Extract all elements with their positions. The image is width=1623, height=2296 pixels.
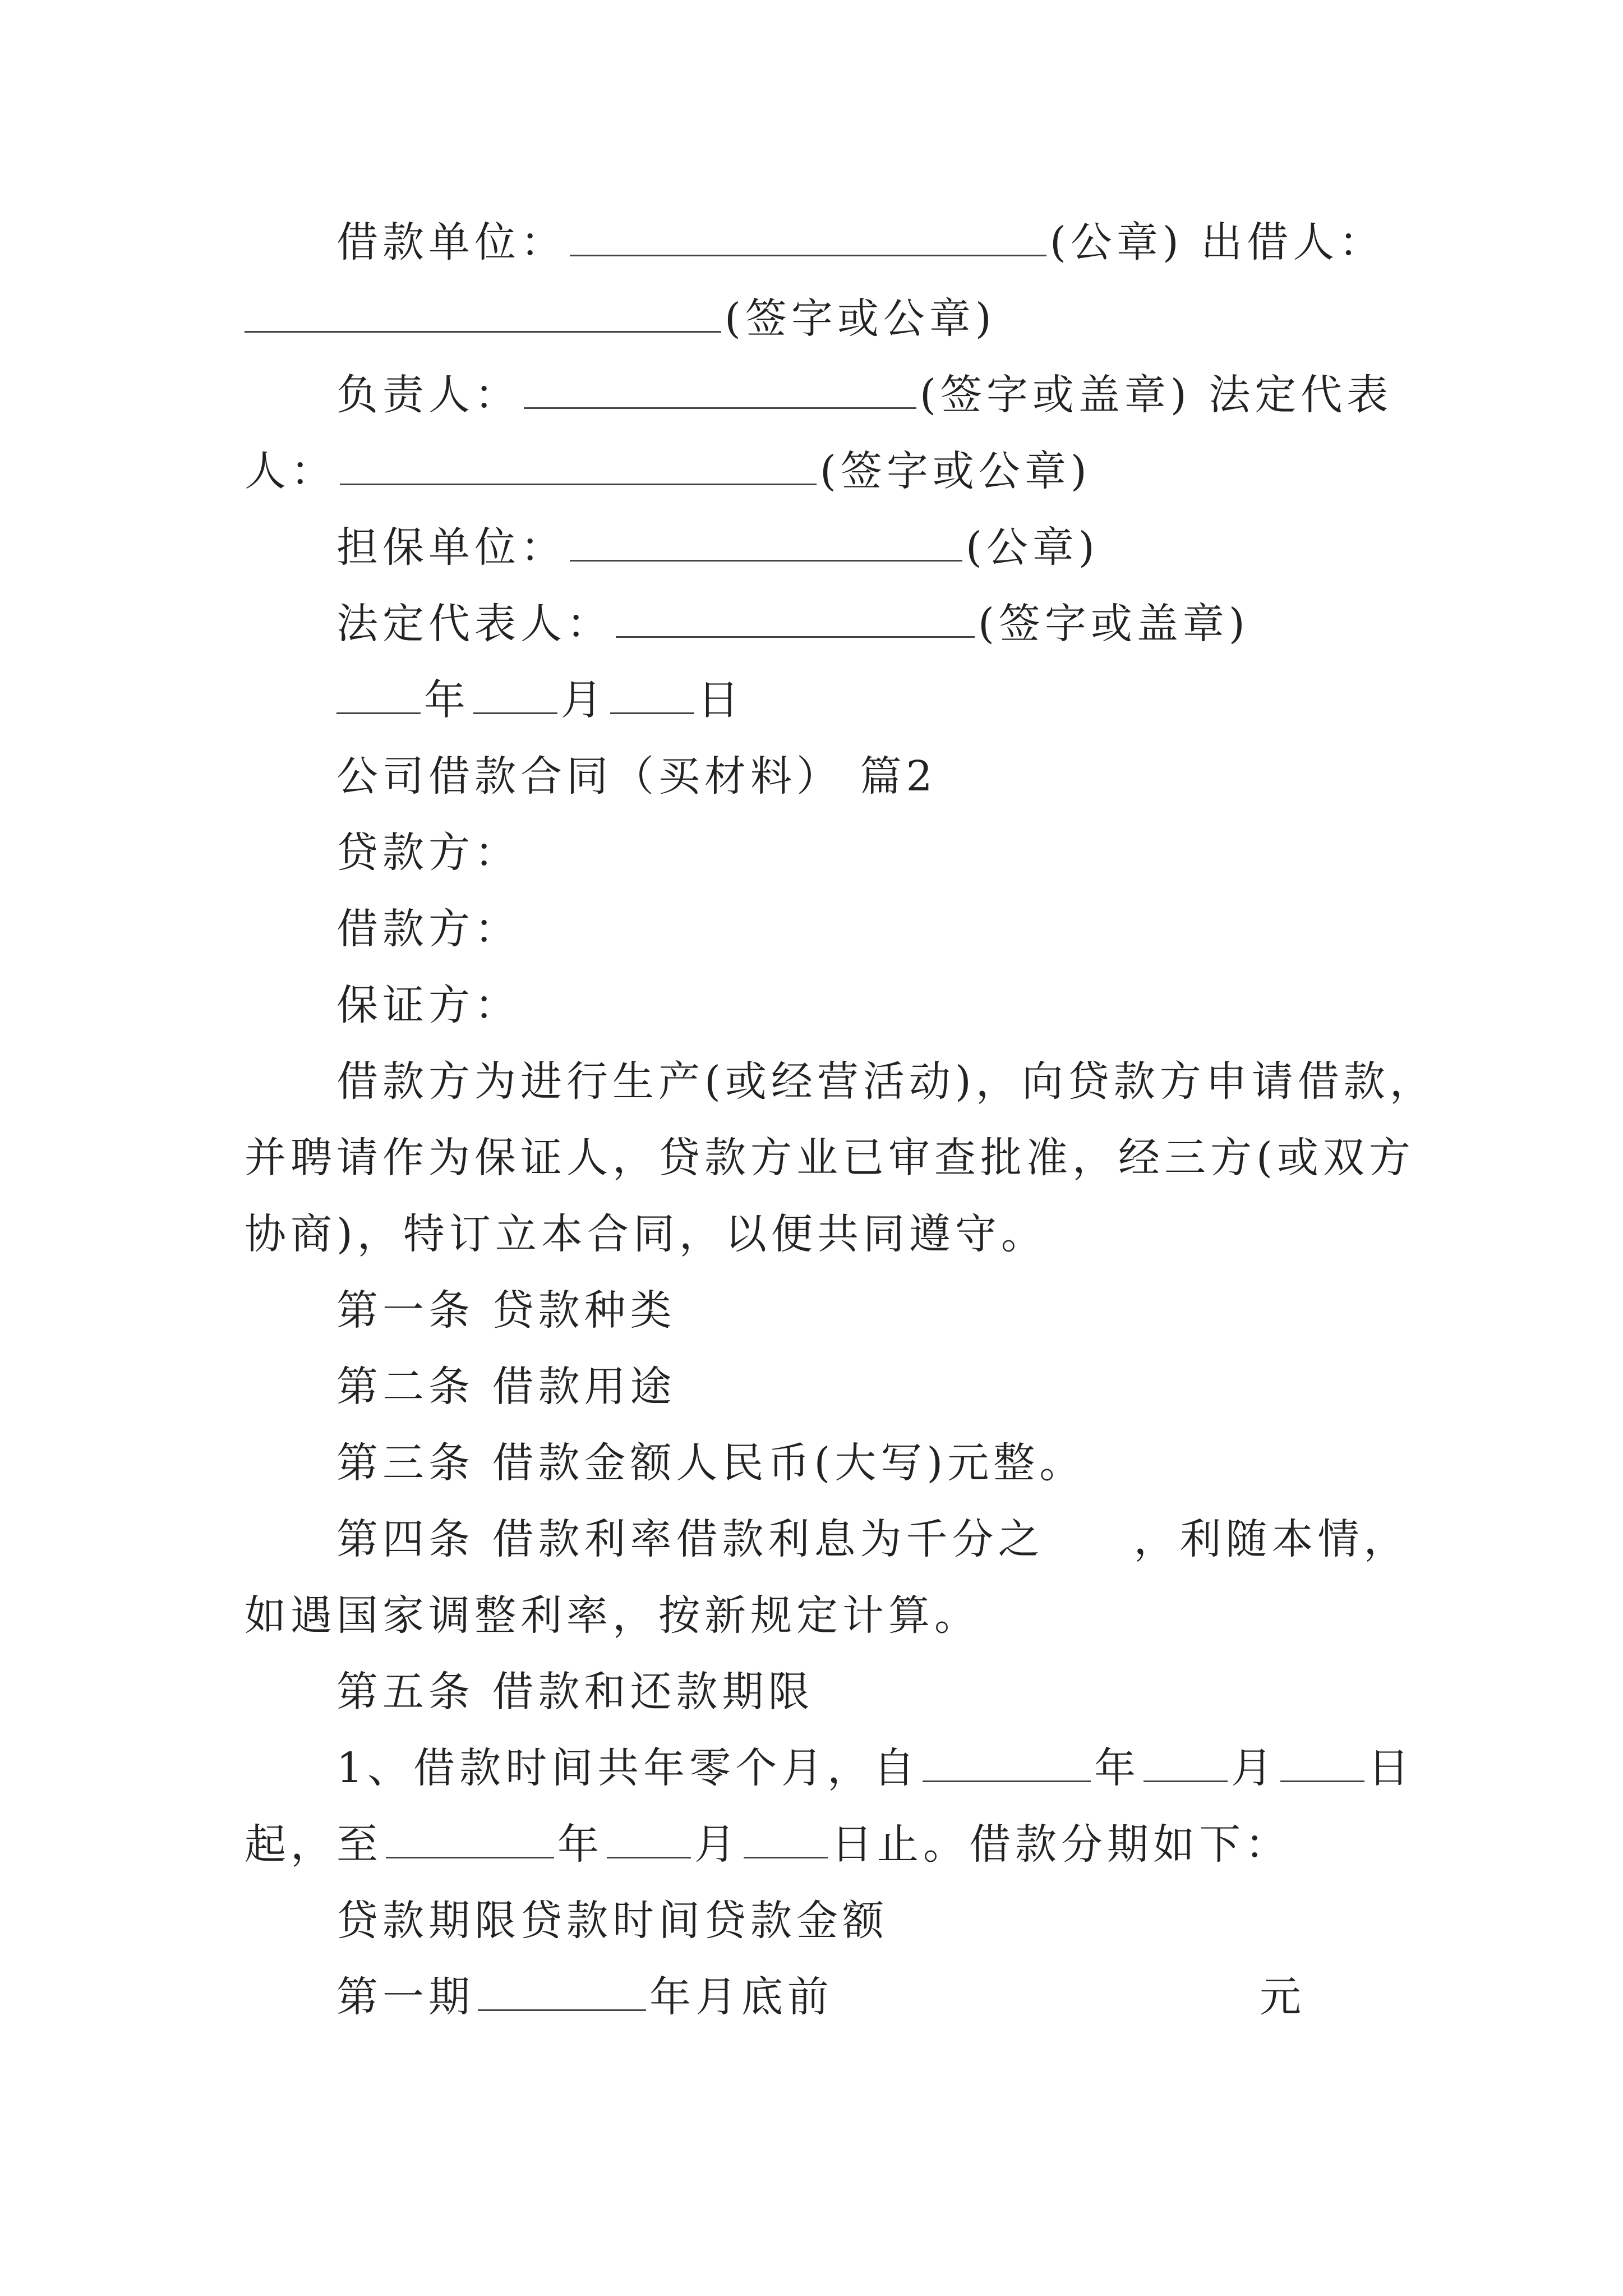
legal-rep-note-2: (签字或盖章): [978, 600, 1249, 648]
term-prefix: 1、借款时间共年零个月，自: [336, 1744, 920, 1792]
borrower-unit-line: [336, 204, 1481, 280]
party-lender: 贷款方：: [336, 829, 520, 877]
article-3: 第三条 借款金额人民币(大写)元整。: [336, 1439, 1086, 1487]
schedule-row-1-unit: 元: [1260, 1973, 1306, 2021]
legal-rep-label: 法定代表人：: [336, 600, 612, 648]
term-to-prefix: 起，至: [245, 1820, 382, 1869]
party-borrower: 借款方：: [336, 905, 520, 953]
start-day-label: 日: [1368, 1744, 1414, 1792]
end-day-blank: [744, 1823, 828, 1858]
end-month-label: 月: [694, 1820, 740, 1869]
article-2: 第二条 借款用途: [336, 1363, 676, 1411]
start-month-blank: [1144, 1747, 1228, 1782]
legal-rep-line-2: [336, 586, 1481, 662]
person-in-charge-note: (签字或盖章): [920, 371, 1191, 419]
start-year-blank: [923, 1747, 1091, 1782]
schedule-row-1-label: 第一期: [336, 1973, 474, 2021]
month-label: 月: [561, 676, 607, 724]
contract-heading: 公司借款合同（买材料） 篇2: [336, 752, 937, 800]
end-year-label: 年: [557, 1820, 603, 1869]
signature-date-line: [336, 662, 1481, 738]
lender-label: 出借人：: [1201, 218, 1385, 266]
lender-sign-line: [245, 280, 1389, 357]
start-year-label: 年: [1094, 1744, 1141, 1792]
legal-rep-label-part1: 法定代表: [1209, 371, 1393, 419]
term-line-2: [245, 1806, 1389, 1883]
borrower-unit-seal: (公章): [1050, 218, 1183, 266]
end-month-blank: [607, 1823, 691, 1858]
start-day-blank: [1280, 1747, 1364, 1782]
intro-line-3: 协商)，特订立本合同，以便共同遵守。: [245, 1210, 1047, 1258]
guarantor-unit-label: 担保单位：: [336, 523, 566, 572]
month-blank: [473, 679, 557, 714]
year-blank: [336, 679, 421, 714]
term-suffix: 日止。借款分期如下：: [831, 1820, 1291, 1869]
year-label: 年: [424, 676, 470, 724]
article-4-text-end: ，利随本情，: [1133, 1515, 1410, 1563]
schedule-row-1: [336, 1959, 1481, 2035]
guarantor-unit-line: [336, 509, 1481, 586]
article-4-line-1: [336, 1501, 1481, 1577]
person-in-charge-blank: [524, 374, 916, 409]
party-guarantor: 保证方：: [336, 981, 520, 1029]
legal-rep-blank-2: [616, 602, 975, 638]
article-5: 第五条 借款和还款期限: [336, 1668, 814, 1716]
legal-rep-line-1: [245, 433, 1389, 509]
schedule-row-1-blank: [478, 1976, 646, 2011]
day-blank: [610, 679, 694, 714]
lender-blank: [245, 297, 721, 333]
legal-rep-blank-1: [340, 450, 817, 485]
legal-rep-label-part2: 人：: [245, 447, 336, 495]
start-month-label: 月: [1231, 1744, 1278, 1792]
legal-rep-note-1: (签字或公章): [820, 447, 1091, 495]
term-line-1: [336, 1730, 1481, 1806]
guarantor-unit-seal: (公章): [966, 523, 1099, 572]
article-4-line-2: 如遇国家调整利率，按新规定计算。: [245, 1591, 980, 1640]
person-in-charge-label: 负责人：: [336, 371, 520, 419]
end-year-blank: [386, 1823, 554, 1858]
schedule-header: 贷款期限贷款时间贷款金额: [336, 1897, 888, 1945]
borrower-unit-blank: [570, 221, 1046, 256]
intro-line-2: 并聘请作为保证人，贷款方业已审查批准，经三方(或双方: [245, 1134, 1415, 1182]
person-in-charge-line: [336, 357, 1481, 433]
schedule-row-1-mid: 年月底前: [649, 1973, 833, 2021]
article-4-text: 第四条 借款利率借款利息为千分之: [336, 1515, 1044, 1563]
lender-sign-note: (签字或公章): [725, 295, 996, 343]
intro-line-1: 借款方为进行生产(或经营活动)，向贷款方申请借款，: [336, 1057, 1436, 1106]
borrower-unit-label: 借款单位：: [336, 218, 566, 266]
article-1: 第一条 贷款种类: [336, 1286, 676, 1335]
guarantor-unit-blank: [570, 526, 962, 562]
day-label: 日: [698, 676, 744, 724]
